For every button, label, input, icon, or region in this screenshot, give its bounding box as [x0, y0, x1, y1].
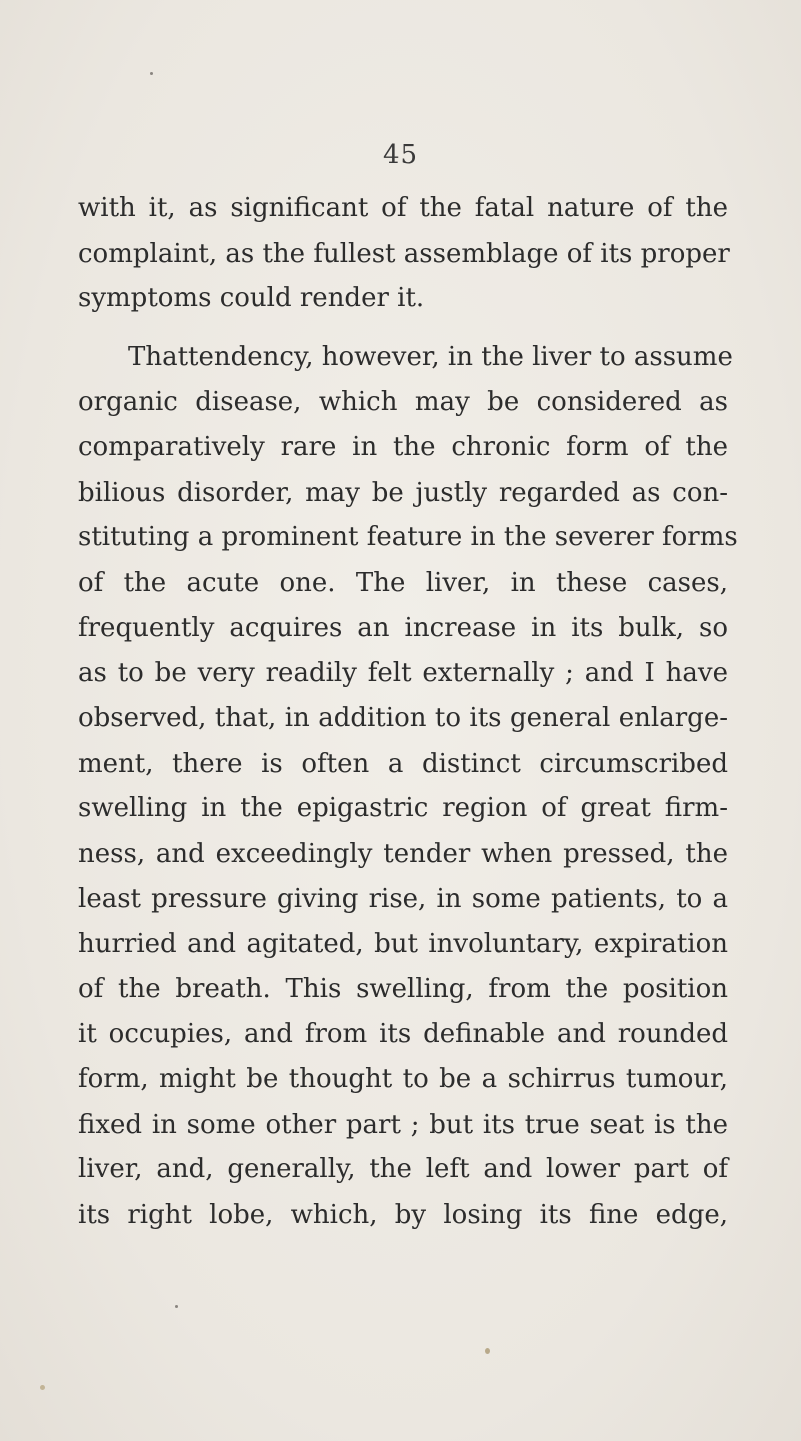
text-line: least pressure giving rise, in some patients, to a — [78, 884, 728, 914]
page-number: 45 — [382, 140, 419, 170]
text-line: fixed in some other part ; but its true seat is the — [78, 1110, 728, 1140]
text-line: swelling in the epigastric region of great firm- — [78, 793, 728, 823]
text-line: ment, there is often a distinct circumscribed — [78, 749, 728, 779]
text-line: stituting a prominent feature in the severer forms — [78, 522, 738, 552]
text-line: complaint, as the fullest assemblage of its proper — [78, 239, 730, 269]
text-line: frequently acquires an increase in its bulk, so — [78, 613, 728, 643]
text-line: of the acute one. The liver, in these cases, — [78, 568, 728, 598]
text-line: it occupies, and from its definable and rounded — [78, 1019, 728, 1049]
text-line: comparatively rare in the chronic form of the — [78, 432, 728, 462]
text-line: as to be very readily felt externally ; and I have — [78, 658, 728, 688]
text-line: organic disease, which may be considered as — [78, 387, 728, 417]
paper-speck — [485, 1348, 490, 1354]
text-line: of the breath. This swelling, from the position — [78, 974, 728, 1004]
text-line: its right lobe, which, by losing its fine edge, — [78, 1200, 728, 1230]
text-line: liver, and, generally, the left and lower part of — [78, 1154, 728, 1184]
paper-speck — [150, 72, 153, 75]
paper-speck — [175, 1305, 178, 1308]
text-line: ness, and exceedingly tender when pressed, the — [78, 839, 728, 869]
text-line: form, might be thought to be a schirrus tumour, — [78, 1064, 728, 1094]
paper-speck — [40, 1385, 45, 1390]
text-line: bilious disorder, may be justly regarded as con- — [78, 478, 728, 508]
text-line: hurried and agitated, but involuntary, expiration — [78, 929, 728, 959]
text-line: observed, that, in addition to its general enlarge- — [78, 703, 728, 733]
text-line: symptoms could render it. — [78, 283, 425, 313]
text-line: Thattendency, however, in the liver to assume — [128, 342, 733, 372]
text-line: with it, as significant of the fatal nature of the — [78, 193, 728, 223]
